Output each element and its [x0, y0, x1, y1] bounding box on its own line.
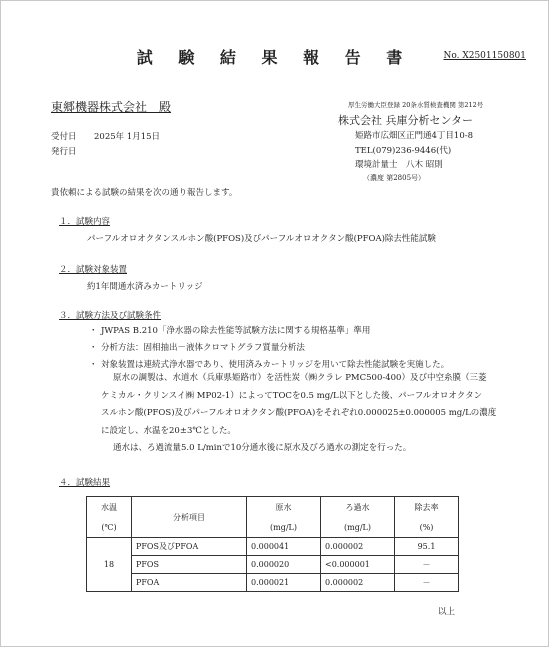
method-bullet-3: 対象装置は連続式浄水器であり、使用済みカートリッジを用いて除去性能試験を実施した。 — [101, 360, 450, 370]
section-1-body: パーフルオロオクタンスルホン酸(PFOS)及びパーフルオロオクタン酸(PFOA)除去性能試験 — [87, 234, 436, 244]
unit-filtered: (mg/L) — [321, 517, 395, 538]
temp-value: 18 — [87, 538, 132, 592]
conditions-paragraph — [101, 370, 496, 458]
intro-text: 貴依頼による試験の結果を次の通り報告します。 — [51, 188, 238, 198]
received-date-label: 受付日 — [51, 132, 77, 142]
cell-removal: － — [395, 556, 459, 574]
unit-raw: (mg/L) — [247, 517, 321, 538]
bullet-dot: ・ — [89, 343, 98, 353]
table-row — [87, 574, 459, 592]
report-title: 試 験 結 果 報 告 書 — [136, 48, 413, 67]
bullet-dot: ・ — [89, 326, 98, 336]
header-raw: 原水 — [247, 497, 321, 518]
table-row — [87, 538, 459, 556]
cell-removal: 95.1 — [395, 538, 459, 556]
method-bullet-2: 分析方法：固相抽出－液体クロマトグラフ質量分析法 — [101, 343, 305, 353]
lab-address: 姫路市広畑区正門通4丁目10-8 — [355, 131, 474, 141]
lab-registration: 厚生労働大臣登録 20条水質検査機関 第212号 — [348, 101, 484, 109]
header-temp: 水温 — [87, 497, 132, 518]
lab-measurer: 環境計量士 八木 昭則 — [355, 160, 443, 170]
paragraph-line: に設定し、水温を20±3℃とした。 — [101, 425, 236, 436]
unit-temp: (℃) — [87, 517, 132, 538]
cell-item: PFOA — [132, 574, 247, 592]
bullet-dot: ・ — [89, 360, 98, 370]
section-1-title: １．試験内容 — [59, 217, 111, 227]
cell-item: PFOS — [132, 556, 247, 574]
paragraph-line: 原水の調製は、水道水（兵庫県姫路市）を活性炭（㈱クラレ PMC500-400）及び中空糸膜（三菱 — [113, 373, 487, 383]
lab-measurer-number: （濃度 第2805号） — [363, 174, 426, 182]
cell-filtered: <0.000001 — [321, 556, 395, 574]
results-table — [86, 496, 459, 592]
issued-date-label: 発行日 — [51, 147, 77, 157]
cell-filtered: 0.000002 — [321, 538, 395, 556]
header-removal: 除去率 — [395, 497, 459, 518]
received-date-value: 2025年 1月15日 — [94, 132, 161, 142]
cell-raw: 0.000041 — [247, 538, 321, 556]
cell-item: PFOS及びPFOA — [132, 538, 247, 556]
cell-filtered: 0.000002 — [321, 574, 395, 592]
table-row — [87, 556, 459, 574]
cell-raw: 0.000021 — [247, 574, 321, 592]
document-number: No. X2501150801 — [443, 51, 526, 61]
section-4-title: ４．試験結果 — [59, 478, 111, 488]
client-name: 東郷機器株式会社 殿 — [51, 100, 172, 114]
header-filtered: ろ過水 — [321, 497, 395, 518]
cell-removal: － — [395, 574, 459, 592]
end-mark: 以上 — [438, 607, 456, 617]
section-2-body: 約1年間通水済みカートリッジ — [87, 282, 203, 292]
section-3-title: ３．試験方法及び試験条件 — [59, 311, 162, 321]
header-item: 分析項目 — [132, 497, 247, 538]
paragraph-line: ケミカル・クリンスイ㈱ MP02-1）によってTOCを0.5 mg/L以下とした後、パーフルオロオクタン — [101, 390, 483, 401]
paragraph-line: 通水は、ろ過流量5.0 L/minで10分通水後に原水及びろ過水の測定を行った。 — [113, 443, 412, 453]
lab-name: 株式会社 兵庫分析センター — [338, 114, 474, 127]
paragraph-line: スルホン酸(PFOS)及びパーフルオロオクタン酸(PFOA)をそれぞれ0.000025±0.000005 mg/Lの濃度 — [101, 408, 497, 418]
cell-raw: 0.000020 — [247, 556, 321, 574]
section-2-title: ２．試験対象装置 — [59, 265, 128, 275]
table-header-row — [87, 497, 459, 518]
lab-tel: TEL(079)236-9446(代) — [355, 146, 452, 156]
unit-removal: (%) — [395, 517, 459, 538]
method-bullet-1: JWPAS B.210「浄水器の除去性能等試験方法に関する規格基準」準用 — [101, 326, 371, 336]
